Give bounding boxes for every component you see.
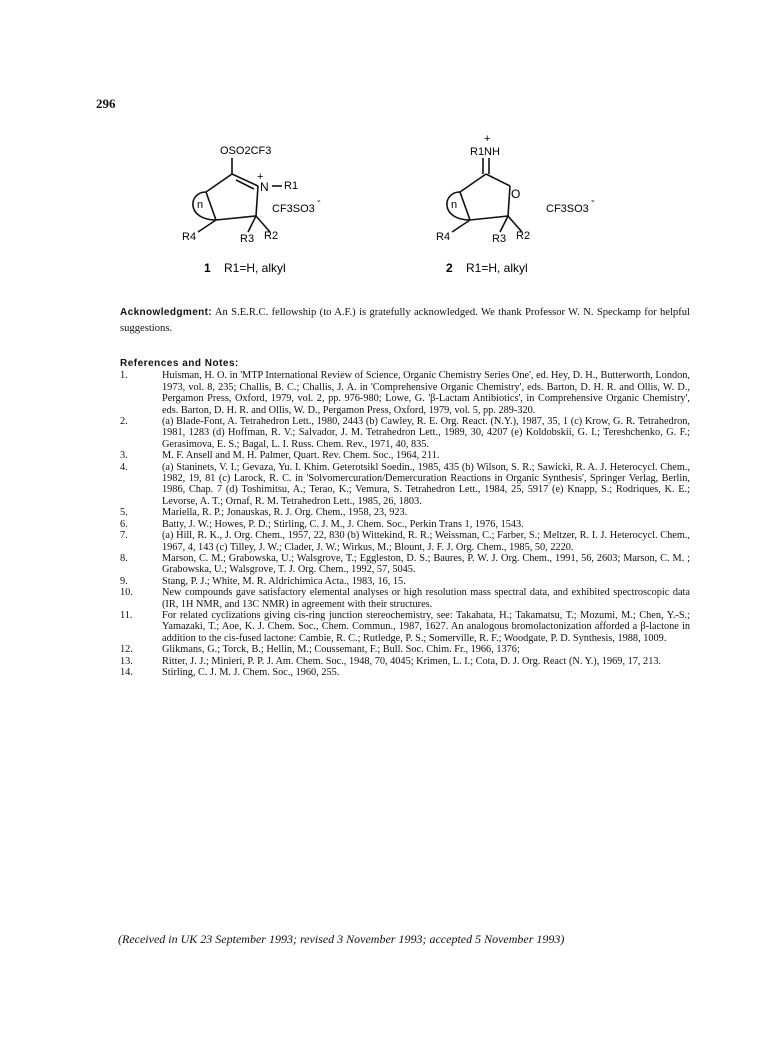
reference-number: 5.	[120, 507, 128, 519]
reference-number: 11.	[120, 609, 133, 621]
references-section	[120, 358, 690, 678]
s2-counterion: CF3SO3	[546, 203, 589, 215]
reference-item	[120, 450, 690, 461]
s2-minus: -	[591, 195, 595, 207]
reference-item	[120, 507, 690, 518]
reference-item	[120, 576, 690, 587]
reference-item	[120, 462, 690, 508]
reference-text: Glikmans, G.; Torck, B.; Hellin, M.; Coussemant, F.; Bull. Soc. Chim. Fr., 1966, 1376;	[162, 644, 520, 656]
reference-item	[120, 530, 690, 553]
reference-text: Marson, C. M.; Grabowska, U.; Walsgrove, T.; Eggleston, D. S.; Baures, P. W. J. Org. Chem., 1991, 56, 2603; Marson, C. M. ; Grabowska, U.; Walsgrove, T. J. Org. Chem., 1992, 57, 5045.	[162, 552, 690, 576]
reference-number: 2.	[120, 416, 128, 428]
s2-caption-number: 2	[446, 261, 453, 275]
s1-r1: R1	[284, 180, 299, 192]
acknowledgment	[120, 305, 690, 337]
s1-r4: R4	[182, 231, 197, 243]
reference-number: 13.	[120, 655, 133, 667]
s2-r3: R3	[492, 233, 507, 245]
reference-text: Ritter, J. J.; Minieri, P. P. J. Am. Chem. Soc., 1948, 70, 4045; Krimen, L. I.; Cota, D. J. Org. React (N. Y.), 1969, 17, 213.	[162, 655, 662, 667]
structure-scheme	[0, 128, 768, 288]
reference-item	[120, 656, 690, 667]
reference-item	[120, 519, 690, 530]
reference-number: 12.	[120, 644, 133, 656]
s2-o-label: O	[511, 187, 521, 201]
references-heading: References and Notes:	[120, 358, 239, 369]
reference-text: (a) Hill, R. K., J. Org. Chem., 1957, 22, 830 (b) Wittekind, R. R.; Weissman, C.; Farber, S.; Meltzer, R. I. J. Heterocycl. Chem., 1967, 4, 143 (c) Tilley, J. W.; Clader, J. W.; Wirkus, M.; Blount, J. F. J. Org. Chem., 1985, 50, 2220.	[162, 530, 690, 553]
reference-number: 1.	[120, 370, 128, 382]
s2-r4: R4	[436, 231, 451, 243]
s1-r3: R3	[240, 233, 255, 245]
reference-text: Stirling, C. J. M. J. Chem. Soc., 1960, 255.	[162, 666, 340, 678]
reference-text: (a) Blade-Font, A. Tetrahedron Lett., 1980, 2443 (b) Cawley, R. E. Org. React. (N.Y.), 1987, 35, 1 (c) Krow, G. R. Tetrahedron, 1981, 1283 (d) Hoffman, R. V.; Salvador, J. M. Tetrahedron Lett., 1989, 30, 4207 (e) Koldobskii, G. I.; Tereshchenko, G. F.; Gerasimova, E. S.; Bagal, L. I. Russ. Chem. Rev., 1971, 40, 835.	[162, 416, 690, 450]
s1-caption-number: 1	[204, 261, 211, 275]
reference-number: 9.	[120, 575, 128, 587]
s1-n-label: N	[260, 180, 269, 194]
reference-number: 6.	[120, 518, 128, 530]
s2-plus: +	[484, 133, 491, 145]
s1-minus: -	[317, 195, 321, 207]
s1-top-substituent: OSO2CF3	[220, 145, 272, 157]
reference-text: For related cyclizations giving cis-ring junction stereochemistry, see: Takahata, H.; Takamatsu, T.; Mozumi, M.; Chen, Y.-S.; Yamazaki, T.; Aoe, K. J. Chem. Soc., Chem. Commun., 1987, 1627. An analogous bromolactonization afforded a β-lactone in addition to the cis-fused lactone: Cambie, R. C.; Rutledge, P. S.; Somerville, R. F.; Woodgate, P. D. Synthesis, 1988, 1009.	[162, 609, 690, 644]
structure-1	[193, 158, 282, 232]
s2-top-substituent: R1NH	[470, 146, 500, 158]
acknowledgment-heading: Acknowledgment:	[120, 307, 213, 318]
acknowledgment-text: An S.E.R.C. fellowship (to A.F.) is gratefully acknowledged. We thank Professor W. N. Speckamp for helpful suggestions.	[120, 307, 690, 334]
reference-text: New compounds gave satisfactory elemental analyses or high resolution mass spectral data, and exhibited spectroscopic data (IR, 1H NMR, and 13C NMR) in agreement with their structures.	[162, 587, 690, 610]
reference-item	[120, 587, 690, 610]
reference-item	[120, 610, 690, 644]
reference-item	[120, 370, 690, 416]
reference-item	[120, 644, 690, 655]
reference-text: (a) Staninets, V. I.; Gevaza, Yu. I. Khim. Geterotsikl Soedin., 1985, 435 (b) Wilson, S. R.; Sawicki, R. A. J. Heterocycl. Chem., 1982, 19, 81 (c) Larock, R. C. in 'Solvomercuration/Demercuration Reactions in Organic Synthesis', Springer Verlag, Berlin, 1986, Chap. 7 (d) Toshimitsu, A.; Terao, K.; Vemura, S. Tetrahedron Lett., 1984, 25, 5917 (e) Knapp, S.; Rodriques, K. E.; Levorse, A. T.; Ornaf, R. M. Tetrahedron Lett., 1985, 26, 1803.	[162, 461, 690, 507]
reference-number: 14.	[120, 666, 133, 678]
page-number: 296	[96, 96, 116, 111]
s1-caption-text: R1=H, alkyl	[224, 261, 286, 275]
reference-text: Mariella, R. P.; Jonauskas, R. J. Org. Chem., 1958, 23, 923.	[162, 507, 408, 519]
s2-ring-n: n	[451, 199, 458, 211]
s1-r2: R2	[264, 230, 279, 242]
reference-text: Stang, P. J.; White, M. R. Aldrichimica Acta., 1983, 16, 15.	[162, 575, 406, 587]
reference-number: 3.	[120, 450, 128, 462]
reference-number: 10.	[120, 587, 133, 599]
reference-text: M. F. Ansell and M. H. Palmer, Quart. Rev. Chem. Soc., 1964, 211.	[162, 450, 440, 462]
reference-number: 8.	[120, 552, 128, 564]
s2-r2: R2	[516, 230, 531, 242]
reference-text: Batty, J. W.; Howes, P. D.; Stirling, C. J. M., J. Chem. Soc., Perkin Trans 1, 1976, 1543.	[162, 518, 524, 530]
reference-item	[120, 667, 690, 678]
s1-plus: +	[257, 171, 264, 183]
reference-number: 4.	[120, 461, 128, 473]
reference-number: 7.	[120, 530, 128, 542]
s1-counterion: CF3SO3	[272, 203, 315, 215]
reference-item	[120, 416, 690, 450]
s2-caption-text: R1=H, alkyl	[466, 261, 528, 275]
reference-text: Huisman, H. O. in 'MTP International Review of Science, Organic Chemistry Series One', ed. Hey, D. H., Butterworth, London, 1973, vol. 8, 235; Challis, B. C.; Challis, J. A. in 'Comprehensive Organic Chemistry', eds. Barton, D. H. R. and Ollis, W. D., Pergamon Press, Oxford, 1979, vol. 2, pp. 976-980; Lowe, G. 'β-Lactam Antibiotics', in Comprehensive Organic Chemistry', eds. Barton, D. H. R. and Ollis, W. D., Pergamon Press, Oxford, 1979, vol. 5, pp. 289-320.	[162, 370, 690, 416]
reference-item	[120, 553, 690, 576]
s1-ring-n: n	[197, 199, 204, 211]
received-dates: (Received in UK 23 September 1993; revised 3 November 1993; accepted 5 November 1993)	[118, 932, 565, 946]
